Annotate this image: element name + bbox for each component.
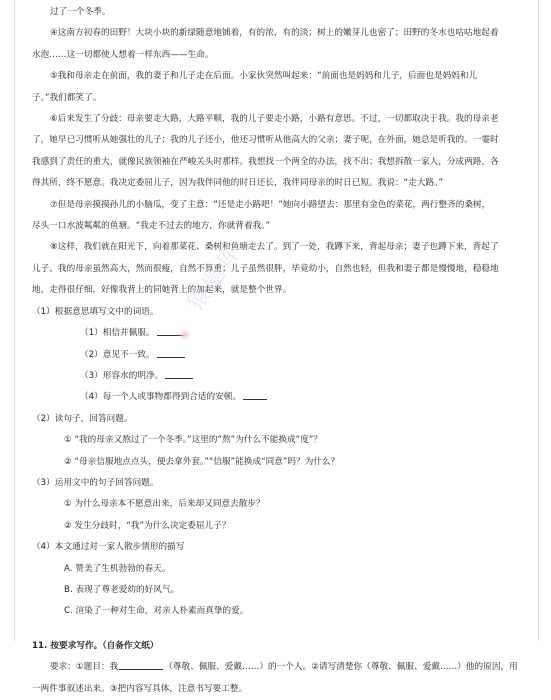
page-right-border: [538, 0, 539, 641]
passage-line: ⑧这样，我们就在阳光下，向着那菜花、桑树和鱼塘走去了。到了一处，我蹲下来，背起母亲；妻子也蹲下来，背起了: [50, 242, 499, 253]
answer-blank[interactable]: [165, 368, 193, 379]
answer-blank[interactable]: [157, 347, 185, 358]
requirement-text: 要求：①题目：我: [50, 662, 119, 673]
question-2-item: ② “母亲信服地点点头，便去拿外套。”“信服”能换成“同意”吗？为什么？: [64, 456, 340, 467]
document-page: [32, 2, 524, 700]
question-4-option[interactable]: C. 渲染了一种对生命，对亲人朴素而真挚的爱。: [64, 606, 249, 617]
item-text: （1）相信并佩服。: [80, 328, 155, 339]
question-2-item: ① “我的母亲又熬过了一个冬季。”这里的“熬”为什么不能换成“度”？: [64, 435, 322, 446]
item-text: （2）意见不一致。: [80, 349, 155, 360]
passage-line: 子。”我们都笑了。: [32, 92, 102, 103]
passage-line: 我感到了责任的重大，就像民族领袖在严峻关头时那样。我想找一个两全的办法，找不出；我想拆散一家人，分成两路，各: [32, 156, 499, 167]
passage-line: 过了一个冬季。: [50, 7, 111, 17]
passage-line: ⑦但是母亲摸摸孙儿的小脑瓜，变了主意：“还是走小路吧！”她向小路望去：那里有金色的菜花，两行整齐的桑树，: [50, 199, 491, 210]
passage-line: 尽头一口水波粼粼的鱼塘。“我走不过去的地方，你就背着我。”: [32, 221, 271, 232]
passage-line: 得其所，终不愿意。我决定委屈儿子，因为我伴同他的时日还长，我伴同母亲的时日已短。我说：“走大路。”: [32, 178, 443, 189]
title-blank[interactable]: [119, 659, 163, 670]
question-3-item: ② 发生分歧时，“我”为什么决定委屈儿子？: [64, 520, 231, 531]
question-4-stem: （4）本文通过对一家人散步情形的描写: [32, 542, 185, 553]
passage-line: 地，走得很仔细，好像我背上的同她背上的加起来，就是整个世界。: [32, 285, 292, 296]
question-1-stem: （1）根据意思填写文中的词语。: [32, 306, 159, 317]
question-2-stem: （2）读句子，回答问题。: [32, 413, 133, 424]
question-1-item: [32, 366, 524, 387]
passage-line: 水泡……这一切都使人想着一样东西——生命。: [32, 49, 214, 60]
passage-line: ⑤我和母亲走在前面，我的妻子和儿子走在后面。小家伙突然叫起来：“前面也是妈妈和儿子，后面也是妈妈和儿: [50, 71, 478, 82]
question-4-option[interactable]: A. 赞美了生机勃勃的春天。: [64, 563, 171, 574]
passage-line: 儿子。我的母亲虽然高大，然而很瘦，自然不算重；儿子虽然很胖，毕竟幼小，自然也轻，但我和妻子都是慢慢地，稳稳地: [32, 263, 499, 274]
passage-line: 了，她早已习惯听从她强壮的儿子；我的儿子还小，他还习惯听从他高大的父亲；妻子呢，在外面，她总是听我的。一霎时: [32, 135, 499, 146]
question-11-title: 11. 按要求写作。（自备作文纸）: [32, 640, 159, 651]
item-text: （3）形容水的明净。: [80, 370, 164, 381]
question-1-item: [32, 323, 524, 344]
requirement-text: （尊敬、佩服、爱戴……）的一个人。②请写清楚你（尊敬、佩服、爱戴……）他的原因，用: [164, 662, 518, 673]
question-1-item: [32, 387, 524, 408]
smudge-mark: [178, 330, 192, 340]
passage-line: ④这南方初春的田野！大块小块的新绿随意地铺着，有的浓，有的淡；树上的嫩芽儿也密了；田野的冬水也咕咕地起着: [50, 28, 499, 39]
answer-blank[interactable]: [243, 389, 267, 400]
page-left-border: [14, 0, 15, 641]
passage-line: ⑥后来发生了分歧：母亲要走大路，大路平顺，我的儿子要走小路，小路有意思。不过，一切都取决于我。我的母亲老: [50, 114, 499, 125]
question-3-stem: （3）运用文中的句子回答问题。: [32, 477, 159, 488]
question-4-option[interactable]: B. 表现了尊老爱幼的好风气。: [64, 584, 180, 595]
question-11-requirement-cont: 一两件事叙述出来。③把内容写具体，注意书写要工整。: [32, 683, 248, 694]
question-1-item: [32, 345, 524, 366]
question-3-item: ① 为什么母亲本不愿意出来，后来却又同意去散步？: [64, 499, 265, 510]
item-text: （4）每一个人或事物都得到合适的安顿。: [80, 392, 242, 403]
question-11-requirement: [32, 657, 524, 678]
watermark: 猿题库: [183, 237, 249, 316]
